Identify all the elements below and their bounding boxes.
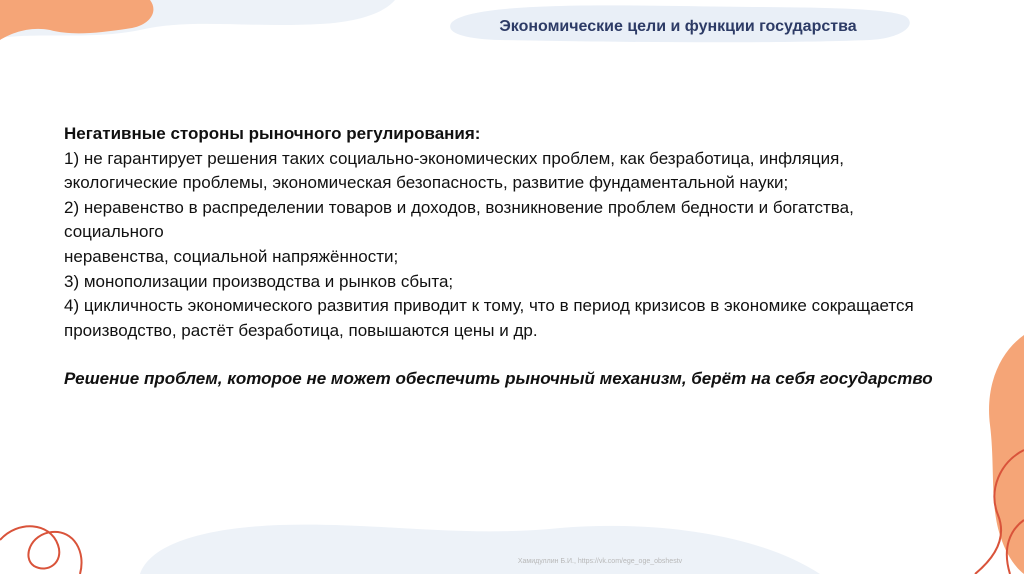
list-item-1: 1) не гарантирует решения таких социально-экономических проблем, как безработица, инфляция, экологические проблемы, экономическая безопасность, развитие фундаментальной науки; (64, 148, 844, 193)
list-item-3: 3) монополизации производства и рынков сбыта; (64, 271, 454, 291)
list-item-2-continued: неравенства, социальной напряжённости; (64, 246, 399, 266)
list-item-2: 2) неравенство в распределении товаров и доходов, возникновение проблем бедности и богатства, социального (64, 197, 854, 242)
slide-content (64, 122, 954, 392)
negatives-heading: Негативные стороны рыночного регулирования: (64, 124, 481, 143)
slide-title: Экономические цели и функции государства (499, 18, 857, 35)
blue-blob-bottom (140, 525, 820, 574)
conclusion-text: Решение проблем, которое не может обеспечить рыночный механизм, берёт на себя государство (64, 369, 933, 389)
author-footer: Хамидуллин Б.И., https://vk.com/ege_oge_obshestv (517, 558, 683, 565)
orange-blob-right (989, 335, 1024, 574)
list-item-4: 4) цикличность экономического развития приводит к тому, что в период кризисов в экономике сокращается производство, растёт безработица, повышаются цены и др. (64, 296, 914, 340)
red-loops-bottom-left (0, 526, 82, 574)
paragraph-gap (64, 343, 954, 367)
